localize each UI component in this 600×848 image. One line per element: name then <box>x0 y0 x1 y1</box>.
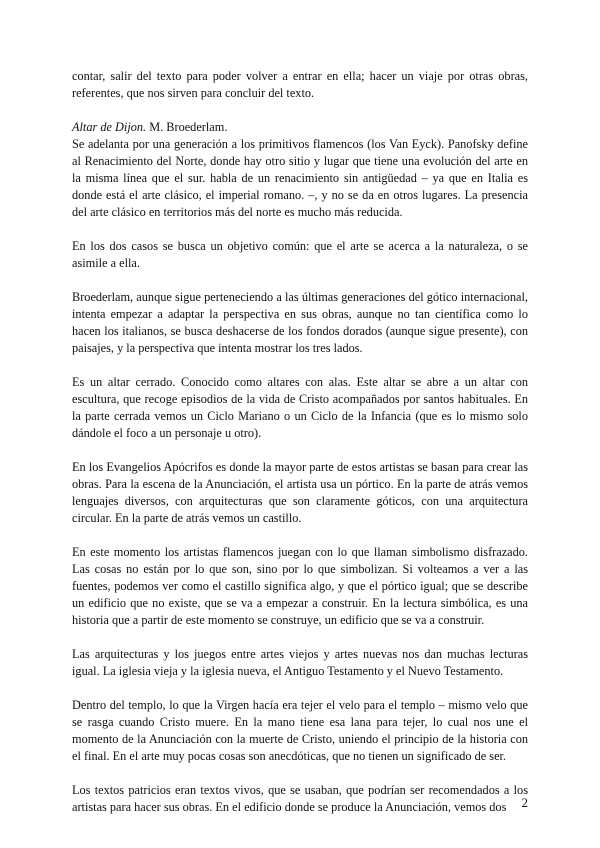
paragraph-templo: Dentro del templo, lo que la Virgen hacía era tejer el velo para el templo – mismo velo que se rasga cuando Cristo muere. En la mano tiene esa lana para tejer, lo cual nos une el momento de la Anunciación con la muerte de Cristo, uniendo el principio de la historia con el final. En el arte muy pocas cosas son anecdóticas, que no tienen un significado de ser. <box>72 698 528 763</box>
paragraph-intro: contar, salir del texto para poder volver a entrar en ella; hacer un viaje por otras obras, referentes, que nos sirven para concluir del texto. <box>72 69 528 100</box>
section-heading-title: Altar de Dijon. <box>72 120 147 134</box>
section-heading-author: M. Broederlam. <box>146 120 228 134</box>
paragraph-arquitecturas: Las arquitecturas y los juegos entre artes viejos y artes nuevas nos dan muchas lecturas igual. La iglesia vieja y la iglesia nueva, el Antiguo Testamento y el Nuevo Testamento. <box>72 647 528 678</box>
paragraph-evangelios: En los Evangelios Apócrifos es donde la mayor parte de estos artistas se basan para crear las obras. Para la escena de la Anunciación, el artista usa un pórtico. En la parte de atrás vemos lenguajes diversos, con arquitecturas que son claramente góticos, con una arquitectura circular. En la parte de atrás vemos un castillo. <box>72 460 528 525</box>
paragraph-textos: Los textos patricios eran textos vivos, que se usaban, que podrían ser recomendados a los artistas para hacer sus obras. En el edificio donde se produce la Anunciación, vemos dos <box>72 783 528 814</box>
page-number: 2 <box>521 795 528 810</box>
paragraph-simbolismo: En este momento los artistas flamencos juegan con lo que llaman simbolismo disfrazado. Las cosas no están por lo que son, sino por lo que simbolizan. Si volteamos a ver a las fuentes, podemos ver como el castillo significa algo, y que el pórtico igual; que se describe un edificio que no existe, que se va a empezar a construir. En la lectura simbólica, es una historia que a partir de este momento se construye, un edificio que se va a construir. <box>72 545 528 627</box>
paragraph-objetivo: En los dos casos se busca un objetivo común: que el arte se acerca a la naturaleza, o se asimile a ella. <box>72 239 528 270</box>
paragraph-altar-cerrado: Es un altar cerrado. Conocido como altares con alas. Este altar se abre a un altar con escultura, que recoge episodios de la vida de Cristo acompañados por santos habituales. En la parte cerrada vemos un Ciclo Mariano o un Ciclo de la Infancia (que es lo mismo solo dándole el foco a un personaje u otro). <box>72 375 528 440</box>
section-heading <box>72 119 528 136</box>
paragraph-broederlam: Broederlam, aunque sigue perteneciendo a las últimas generaciones del gótico internacional, intenta empezar a adaptar la perspectiva en sus obras, aunque no tan científica como lo hacen los italianos, se busca deshacerse de los fondos dorados (aunque sigue presente), con paisajes, y la perspectiva que intenta mostrar los tres lados. <box>72 290 528 355</box>
paragraph-renacimiento: Se adelanta por una generación a los primitivos flamencos (los Van Eyck). Panofsky define al Renacimiento del Norte, donde hay otro sitio y lugar que tiene una evolución del arte en la misma línea que el sur. habla de un renacimiento sin antigüedad – ya que en Italia es donde está el arte clásico, el imperial romano. –, y no se da en otros lugares. La presencia del arte clásico en territorios más del norte es mucho más reducida. <box>72 137 528 219</box>
page-body <box>72 68 528 816</box>
